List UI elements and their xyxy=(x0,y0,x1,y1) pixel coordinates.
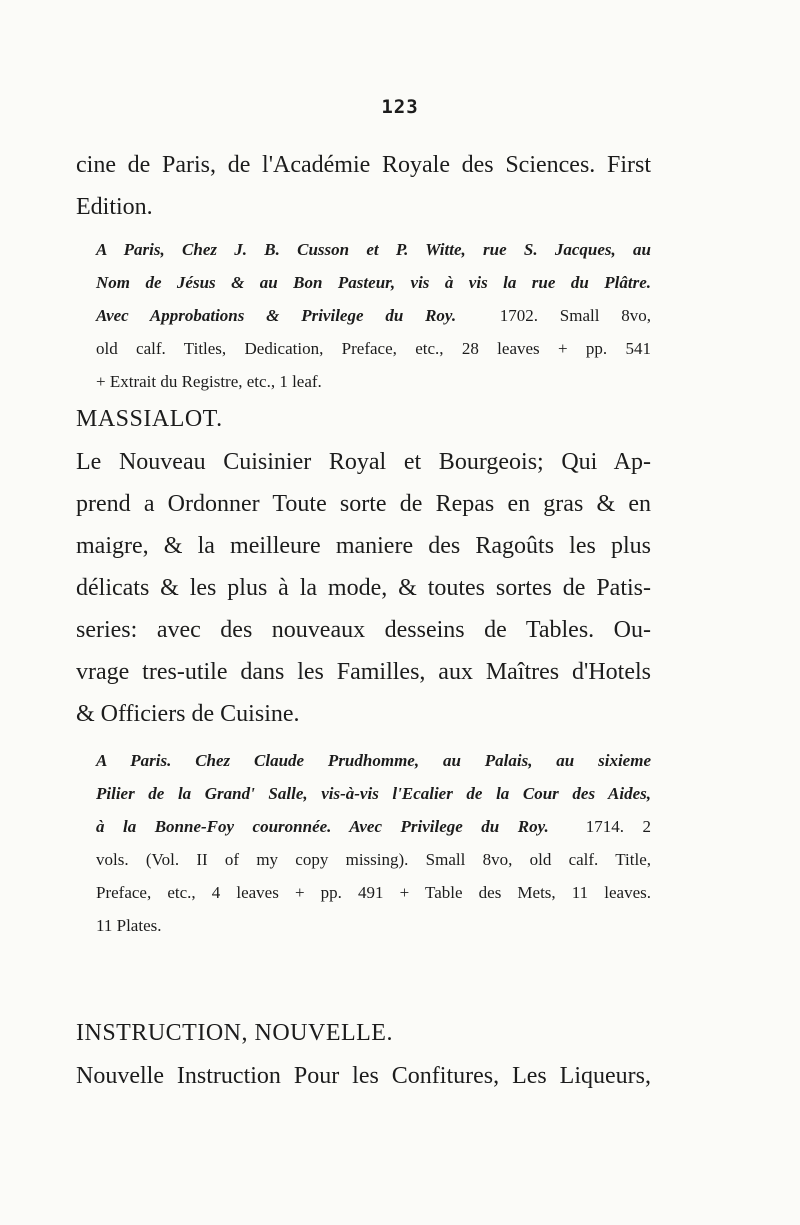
entry2-imprint-line: Pilier de la Grand' Salle, vis-à-vis l'Ecalier de la Cour des Aides, xyxy=(96,784,651,803)
entry3-title-line: Nouvelle Instruction Pour les Confitures, Les Liqueurs, xyxy=(76,1063,651,1089)
entry2-description-line: vols. (Vol. II of my copy missing). Small 8vo, old calf. Title, xyxy=(96,850,651,869)
entry1-imprint-line-mixed xyxy=(76,299,651,332)
entry1-imprint-line: A Paris, Chez J. B. Cusson et P. Witte, rue S. Jacques, au xyxy=(96,240,651,259)
entry2-imprint xyxy=(76,744,651,942)
entry2-title-line: maigre, & la meilleure maniere des Ragoûts les plus xyxy=(76,533,651,559)
entry2-imprint-italic: à la Bonne-Foy couronnée. Avec Privilege du Roy. xyxy=(96,817,549,836)
entry2-heading: MASSIALOT. xyxy=(76,406,223,432)
entry2-imprint-tail: 1714. 2 xyxy=(585,817,652,836)
entry2-description-line: Preface, etc., 4 leaves + pp. 491 + Table des Mets, 11 leaves. xyxy=(96,883,651,902)
entry2-title-line: délicats & les plus à la mode, & toutes sortes de Patis- xyxy=(76,575,651,601)
entry2-title-line: prend a Ordonner Toute sorte de Repas en gras & en xyxy=(76,491,651,517)
entry2-description-line: 11 Plates. xyxy=(96,916,162,935)
page-number: 123 xyxy=(381,96,419,118)
entry1-imprint-line: Nom de Jésus & au Bon Pasteur, vis à vis la rue du Plâtre. xyxy=(96,273,651,292)
entry3-title xyxy=(76,1055,651,1097)
entry2-title xyxy=(76,441,651,735)
entry2-title-line: Le Nouveau Cuisinier Royal et Bourgeois; Qui Ap- xyxy=(76,449,651,475)
entry3-heading: INSTRUCTION, NOUVELLE. xyxy=(76,1020,393,1046)
entry2-title-line: series: avec des nouveaux desseins de Tables. Ou- xyxy=(76,617,651,643)
entry1-title xyxy=(76,144,651,228)
entry1-imprint-italic: Avec Approbations & Privilege du Roy. xyxy=(96,306,457,325)
entry2-title-line: vrage tres-utile dans les Familles, aux Maîtres d'Hotels xyxy=(76,659,651,685)
entry1-imprint xyxy=(76,233,651,398)
entry2-imprint-line: A Paris. Chez Claude Prudhomme, au Palais, au sixieme xyxy=(96,751,651,770)
entry1-title-line: cine de Paris, de l'Académie Royale des Sciences. First xyxy=(76,152,651,178)
entry1-description-line: + Extrait du Registre, etc., 1 leaf. xyxy=(96,372,322,391)
entry2-title-line: & Officiers de Cuisine. xyxy=(76,701,300,727)
entry1-description-line: old calf. Titles, Dedication, Preface, etc., 28 leaves + pp. 541 xyxy=(96,339,651,358)
entry1-title-line: Edition. xyxy=(76,194,153,220)
entry2-imprint-line-mixed xyxy=(76,810,651,843)
entry1-imprint-tail: 1702. Small 8vo, xyxy=(499,306,652,325)
